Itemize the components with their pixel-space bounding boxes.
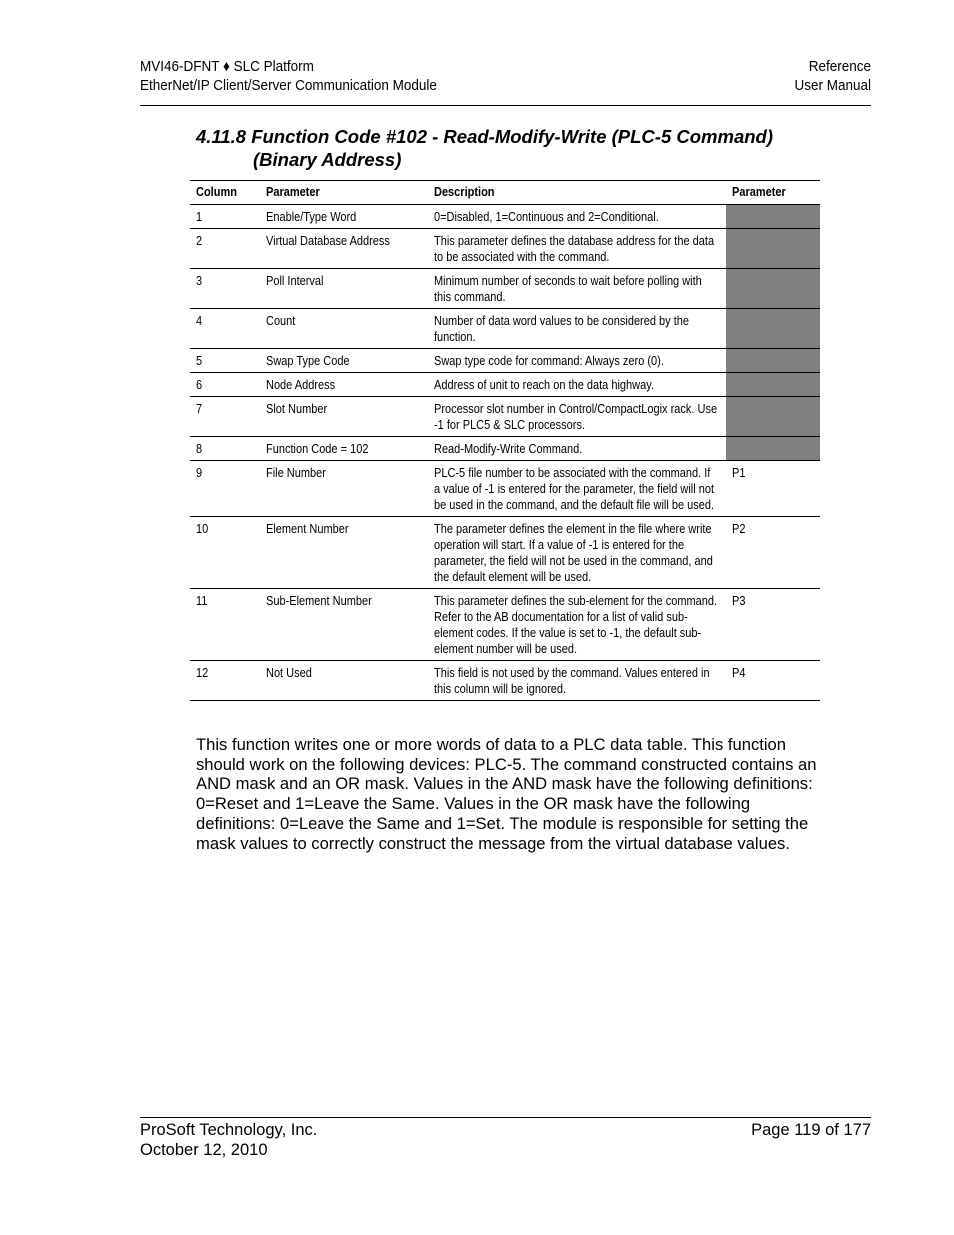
cell-parameter: Sub-Element Number xyxy=(266,594,372,608)
footer-left xyxy=(140,1120,317,1160)
footer-page-number: Page 119 of 177 xyxy=(751,1121,871,1139)
cell-description: This parameter defines the sub-element for the command. Refer to the AB documentation for a list of valid sub-element codes. If the value is set to -1, the default sub-element number will be used. xyxy=(434,594,718,656)
header-parameter-ref: Parameter xyxy=(732,185,786,199)
header-left xyxy=(140,57,437,95)
cell-column: 1 xyxy=(196,210,203,224)
table-row xyxy=(190,397,820,437)
cell-parameter-ref xyxy=(726,373,820,397)
body-paragraph: This function writes one or more words of data to a PLC data table. This function should work on the following devices: PLC-5. The command constructed contains an AND mask and an OR mask. Values in the AND mask have the following definitions: 0=Reset and 1=Leave the Same. Values in the OR mask have the following definitions: 0=Leave the Same and 1=Set. The module is responsible for setting the mask values to correctly construct the message from the virtual database values. xyxy=(196,735,817,853)
cell-column: 12 xyxy=(196,666,209,680)
cell-parameter-ref xyxy=(726,349,820,373)
cell-parameter: Poll Interval xyxy=(266,274,324,288)
table-row xyxy=(190,661,820,701)
cell-parameter-ref xyxy=(726,205,820,229)
cell-description: This parameter defines the database address for the data to be associated with the command. xyxy=(434,234,715,264)
cell-parameter: Count xyxy=(266,314,296,328)
section-title-line1: 4.11.8 Function Code #102 - Read-Modify-Write (PLC-5 Command) xyxy=(196,126,773,147)
table-row xyxy=(190,349,820,373)
cell-parameter: Not Used xyxy=(266,666,312,680)
cell-column: 4 xyxy=(196,314,203,328)
table-row xyxy=(190,205,820,229)
cell-description: Swap type code for command: Always zero (0). xyxy=(434,354,664,368)
cell-description: This field is not used by the command. Values entered in this column will be ignored. xyxy=(434,666,710,696)
table-row xyxy=(190,373,820,397)
table-row xyxy=(190,309,820,349)
footer-company: ProSoft Technology, Inc. xyxy=(140,1121,318,1139)
cell-parameter: Node Address xyxy=(266,378,336,392)
cell-parameter: Element Number xyxy=(266,522,349,536)
cell-description: PLC-5 file number to be associated with the command. If a value of -1 is entered for the parameter, the field will not be used in the command, and the default file will be used. xyxy=(434,466,715,512)
cell-parameter: Enable/Type Word xyxy=(266,210,357,224)
table-row xyxy=(190,269,820,309)
parameter-table xyxy=(190,180,820,701)
cell-column: 11 xyxy=(196,594,208,608)
header-module: EtherNet/IP Client/Server Communication Module xyxy=(140,77,437,94)
cell-description: The parameter defines the element in the file where write operation will start. If a value of -1 is entered for the parameter, the field will not be used in the command, and the default element will be used. xyxy=(434,522,713,584)
footer-date: October 12, 2010 xyxy=(140,1141,268,1159)
section-title-line2: (Binary Address) xyxy=(253,149,402,170)
header-description: Description xyxy=(434,185,495,199)
cell-column: 6 xyxy=(196,378,203,392)
cell-description: Processor slot number in Control/CompactLogix rack. Use -1 for PLC5 & SLC processors. xyxy=(434,402,718,432)
header-column: Column xyxy=(196,185,237,199)
cell-column: 9 xyxy=(196,466,203,480)
cell-column: 7 xyxy=(196,402,203,416)
cell-column: 2 xyxy=(196,234,203,248)
cell-column: 5 xyxy=(196,354,203,368)
cell-parameter-ref: P1 xyxy=(732,466,746,480)
header-product: MVI46-DFNT ♦ SLC Platform xyxy=(140,58,314,75)
table-header-row xyxy=(190,181,820,205)
cell-column: 3 xyxy=(196,274,203,288)
table-row xyxy=(190,229,820,269)
cell-parameter-ref: P3 xyxy=(732,594,746,608)
header-right xyxy=(794,57,871,95)
cell-parameter: Function Code = 102 xyxy=(266,442,369,456)
cell-description: Minimum number of seconds to wait before polling with this command. xyxy=(434,274,702,304)
cell-column: 8 xyxy=(196,442,203,456)
cell-description: Read-Modify-Write Command. xyxy=(434,442,583,456)
page-footer xyxy=(140,1117,871,1159)
cell-parameter-ref xyxy=(726,229,820,269)
table-row xyxy=(190,517,820,589)
header-parameter: Parameter xyxy=(266,185,320,199)
page-header xyxy=(140,57,871,106)
table-row xyxy=(190,589,820,661)
table-body xyxy=(190,205,820,701)
cell-parameter-ref xyxy=(726,309,820,349)
table-row xyxy=(190,437,820,461)
cell-parameter-ref xyxy=(726,397,820,437)
cell-description: Number of data word values to be considered by the function. xyxy=(434,314,689,344)
table-row xyxy=(190,461,820,517)
cell-parameter-ref xyxy=(726,269,820,309)
cell-parameter: File Number xyxy=(266,466,326,480)
cell-parameter: Swap Type Code xyxy=(266,354,350,368)
cell-parameter-ref xyxy=(726,437,820,461)
header-section: Reference xyxy=(808,58,871,75)
cell-description: Address of unit to reach on the data highway. xyxy=(434,378,654,392)
cell-parameter: Virtual Database Address xyxy=(266,234,390,248)
header-doc-type: User Manual xyxy=(794,77,871,94)
cell-parameter-ref: P4 xyxy=(732,666,746,680)
cell-column: 10 xyxy=(196,522,209,536)
cell-parameter: Slot Number xyxy=(266,402,328,416)
cell-parameter-ref: P2 xyxy=(732,522,746,536)
section-title xyxy=(196,125,836,171)
cell-description: 0=Disabled, 1=Continuous and 2=Conditional. xyxy=(434,210,659,224)
